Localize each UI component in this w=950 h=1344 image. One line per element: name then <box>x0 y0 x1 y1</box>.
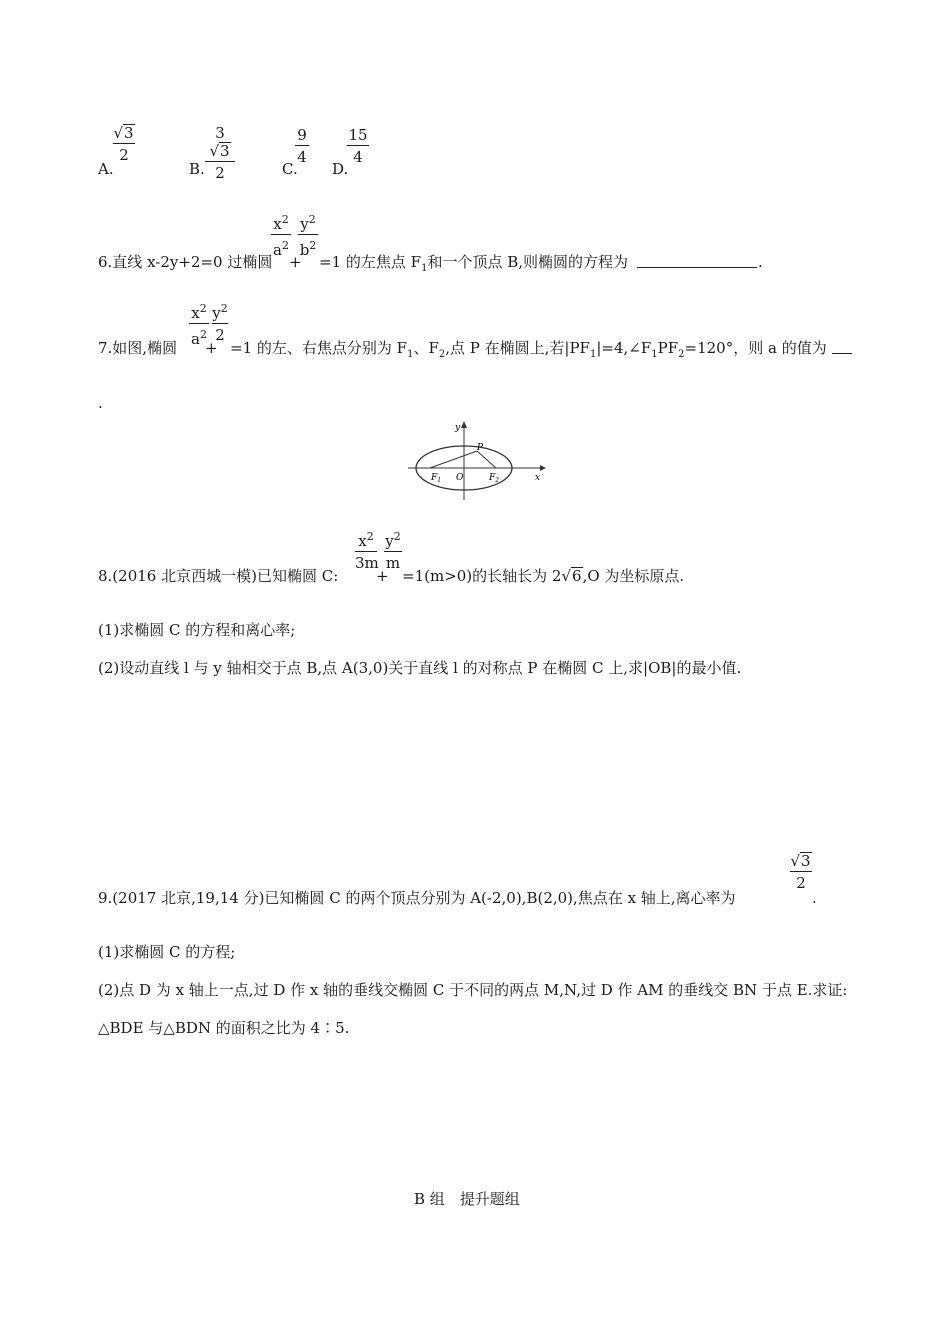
choice-b-label: B. <box>189 160 205 178</box>
ellipse-figure <box>400 418 550 502</box>
q7-text: =1 的左、右焦点分别为 $F_1$、$F_2$,点 P 在椭圆上,若$|PF_1|=4,\angle F_1PF_2=120^\circ$，则 a 的值为 <box>230 339 827 360</box>
q6-end: . <box>758 253 763 271</box>
q7-plus: + <box>205 339 218 357</box>
origin-label: O <box>456 473 464 483</box>
q9-text: 9.(2017 北京,19,14 分)已知椭圆 C 的两个顶点分别为 A(-2,0),B(2,0),焦点在 x 轴上,离心率为 <box>98 889 736 907</box>
section-title: B 组 提升题组 <box>414 1190 520 1208</box>
q6-prefix: 6.直线 x-2y+2=0 过椭圆 <box>98 253 273 271</box>
q7-prefix: 7.如图,椭圆 <box>98 339 178 357</box>
q8-fraction-y: $y^2$ m <box>385 530 401 572</box>
y-axis-arrow <box>461 421 467 428</box>
q6-plus: + <box>289 253 302 271</box>
choice-d-label: D. <box>332 160 349 178</box>
focus-f2-label: $F_2$ <box>489 473 500 484</box>
choice-c-fraction: 9 4 <box>295 126 309 166</box>
q6-text: =1 的左焦点 $F_1$和一个顶点 B,则椭圆的方程为 <box>319 253 628 274</box>
q9-fraction: √3 2 <box>790 852 811 892</box>
y-axis-label: y <box>455 423 461 433</box>
q8-part-1: (1)求椭圆 C 的方程和离心率; <box>98 621 296 639</box>
q8-fraction-x: $x^2$ 3m <box>355 530 379 572</box>
q6-answer-blank[interactable] <box>637 252 757 268</box>
q8-text: =1(m>0)的长轴长为 2√6,O 为坐标原点. <box>402 567 685 585</box>
q8-part-2: (2)设动直线 l 与 y 轴相交于点 B,点 A(3,0)关于直线 l 的对称点 P 在椭圆 C 上,求|OB|的最小值. <box>98 659 742 677</box>
choice-c-label: C. <box>282 160 298 178</box>
q6-fraction-y: $y^2$ $b^2$ <box>299 213 317 259</box>
segment-pf1 <box>430 451 477 468</box>
q8-plus: + <box>376 567 389 585</box>
choice-a-label: A. <box>98 160 114 178</box>
q8-prefix: 8.(2016 北京西城一模)已知椭圆 C: <box>98 567 339 585</box>
q7-fraction-y: $y^2$ 2 <box>212 302 228 344</box>
segment-pf2 <box>477 451 496 468</box>
q9-part-2a: (2)点 D 为 x 轴上一点,过 D 作 x 轴的垂线交椭圆 C 于不同的两点 M,N,过 D 作 AM 的垂线交 BN 于点 E.求证: <box>98 981 848 999</box>
q9-part-2b: △BDE 与△BDN 的面积之比为 4∶5. <box>98 1019 350 1037</box>
q9-part-1: (1)求椭圆 C 的方程; <box>98 943 236 961</box>
choice-b-fraction: 3√3 2 <box>205 124 235 182</box>
point-p-label: P <box>477 443 484 453</box>
x-axis-label: x <box>535 473 541 483</box>
q9-end: . <box>812 889 817 907</box>
choice-d-fraction: 15 4 <box>348 126 368 166</box>
q7-dot: . <box>98 394 103 412</box>
q6-fraction-x: $x^2$ $a^2$ <box>271 211 291 259</box>
x-axis-arrow <box>540 465 546 471</box>
q7-answer-blank[interactable] <box>832 338 852 354</box>
choice-a-fraction: √3 2 <box>113 124 134 164</box>
focus-f1-label: $F_1$ <box>431 473 442 484</box>
q7-fraction-x: $x^2$ $a^2$ <box>189 300 209 348</box>
